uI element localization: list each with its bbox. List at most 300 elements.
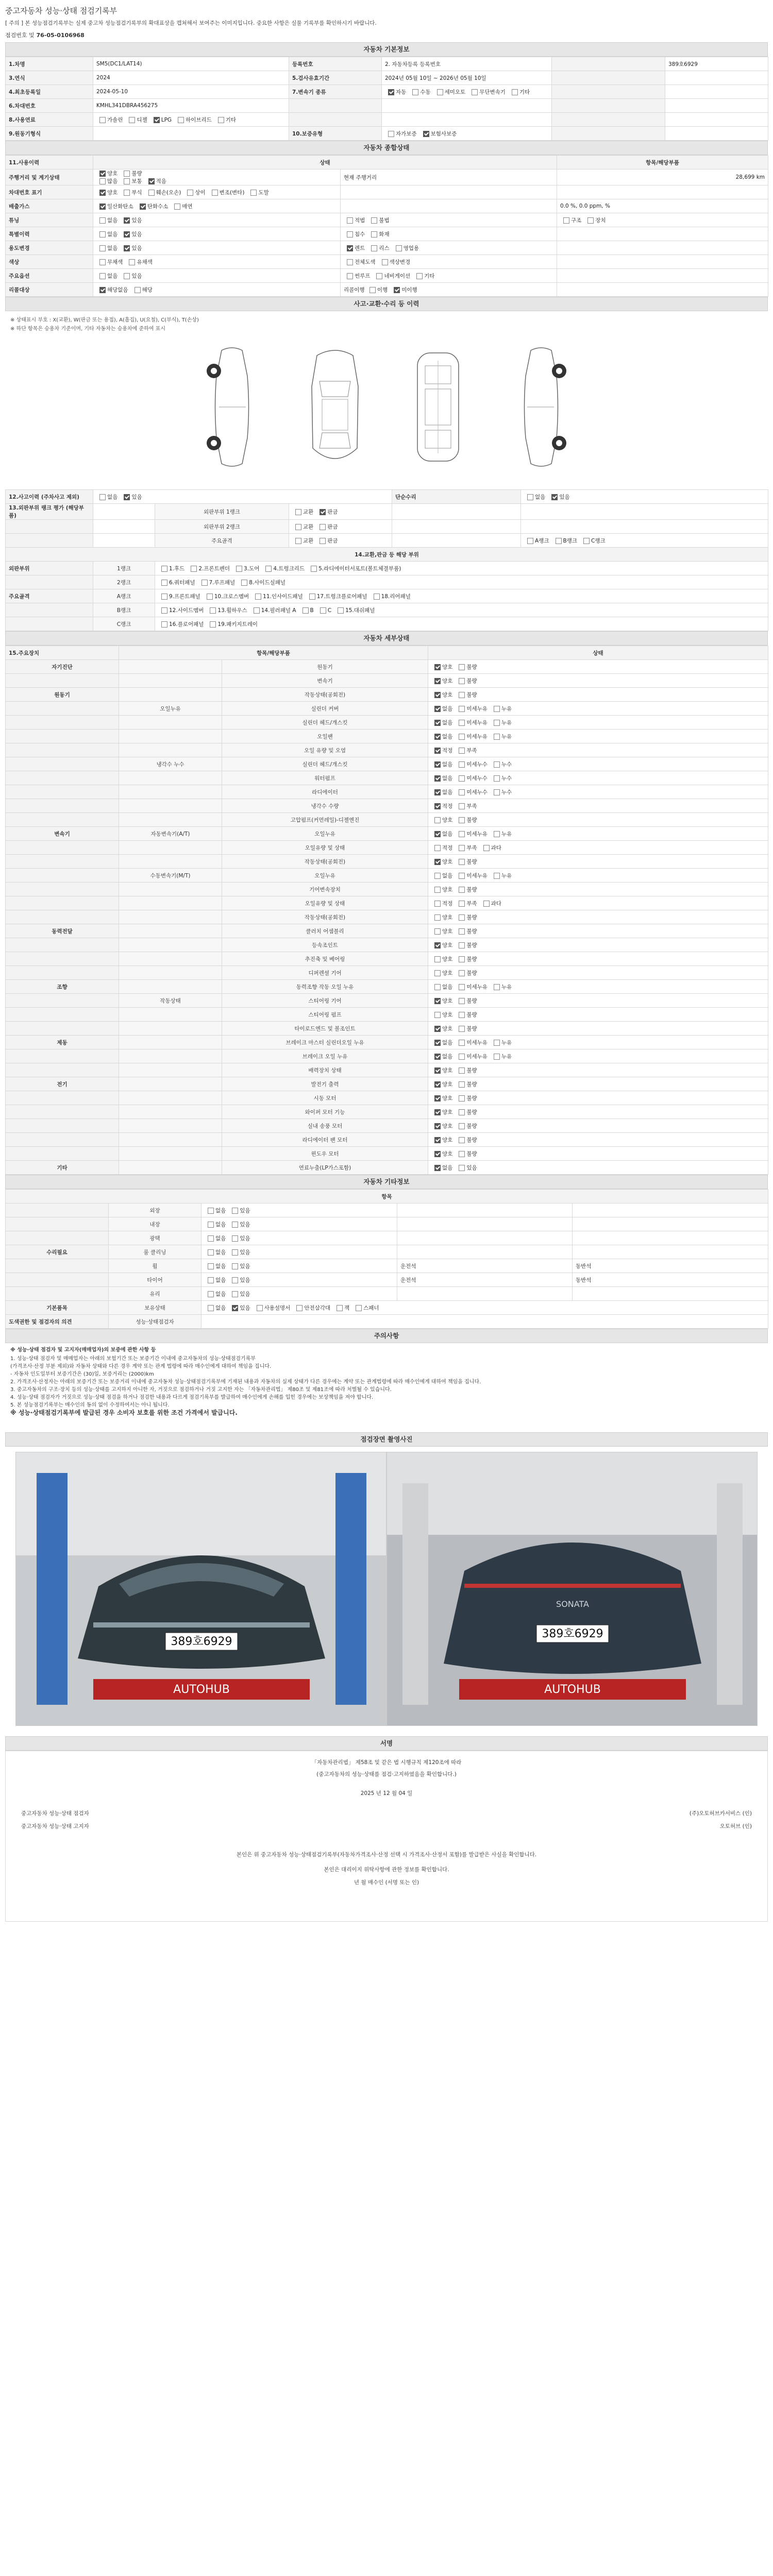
detail-option[interactable]	[431, 1150, 452, 1158]
part-option[interactable]	[233, 565, 259, 572]
rank-option[interactable]	[552, 537, 578, 545]
checkbox-icon[interactable]	[434, 1109, 441, 1115]
checkbox-icon[interactable]	[338, 607, 344, 614]
checkbox-icon[interactable]	[494, 789, 500, 795]
transmission-option[interactable]	[468, 88, 506, 96]
checkbox-icon[interactable]	[124, 217, 130, 224]
checkbox-icon[interactable]	[459, 789, 465, 795]
other-option[interactable]	[205, 1290, 226, 1298]
checkbox-icon[interactable]	[161, 607, 167, 614]
detail-option[interactable]	[456, 705, 488, 713]
checkbox-icon[interactable]	[434, 1012, 441, 1018]
part-option[interactable]	[250, 606, 296, 614]
overview-option[interactable]	[344, 272, 370, 280]
detail-option[interactable]	[491, 760, 512, 768]
checkbox-icon[interactable]	[99, 190, 106, 196]
checkbox-icon[interactable]	[459, 817, 465, 823]
checkbox-icon[interactable]	[434, 1026, 441, 1032]
fuel-option[interactable]	[215, 116, 236, 124]
checkbox-icon[interactable]	[434, 970, 441, 976]
overview-option[interactable]	[184, 189, 205, 196]
checkbox-icon[interactable]	[434, 1095, 441, 1101]
rank-option[interactable]	[316, 537, 338, 545]
checkbox-icon[interactable]	[388, 131, 394, 137]
checkbox-icon[interactable]	[434, 998, 441, 1004]
checkbox-icon[interactable]	[483, 901, 490, 907]
detail-option[interactable]	[431, 1053, 452, 1060]
checkbox-icon[interactable]	[527, 538, 533, 544]
checkbox-icon[interactable]	[412, 89, 418, 95]
part-option[interactable]	[198, 579, 236, 586]
overview-option[interactable]	[560, 216, 581, 224]
checkbox-icon[interactable]	[434, 942, 441, 948]
detail-option[interactable]	[431, 774, 452, 782]
overview-option[interactable]	[344, 230, 365, 238]
checkbox-icon[interactable]	[161, 580, 167, 586]
detail-option[interactable]	[456, 886, 477, 893]
part-option[interactable]	[158, 579, 195, 586]
overview-option[interactable]	[121, 189, 142, 196]
checkbox-icon[interactable]	[459, 1040, 465, 1046]
checkbox-icon[interactable]	[459, 1095, 465, 1101]
detail-option[interactable]	[431, 858, 452, 866]
detail-option[interactable]	[456, 733, 488, 740]
checkbox-icon[interactable]	[347, 259, 353, 265]
part-option[interactable]	[238, 579, 285, 586]
detail-option[interactable]	[431, 1164, 452, 1172]
rank-option[interactable]	[524, 537, 549, 545]
checkbox-icon[interactable]	[129, 259, 135, 265]
checkbox-icon[interactable]	[161, 594, 167, 600]
detail-option[interactable]	[456, 1136, 477, 1144]
checkbox-icon[interactable]	[459, 1067, 465, 1074]
checkbox-icon[interactable]	[434, 775, 441, 782]
checkbox-icon[interactable]	[434, 1165, 441, 1171]
checkbox-icon[interactable]	[232, 1263, 238, 1269]
checkbox-icon[interactable]	[295, 509, 301, 515]
detail-option[interactable]	[431, 760, 452, 768]
overview-option[interactable]	[344, 244, 365, 252]
checkbox-icon[interactable]	[459, 887, 465, 893]
checkbox-icon[interactable]	[337, 1305, 343, 1311]
checkbox-icon[interactable]	[459, 956, 465, 962]
checkbox-icon[interactable]	[434, 1054, 441, 1060]
checkbox-icon[interactable]	[459, 859, 465, 865]
detail-option[interactable]	[491, 1053, 512, 1060]
warranty-option[interactable]	[385, 130, 417, 138]
checkbox-icon[interactable]	[459, 1123, 465, 1129]
overview-option[interactable]	[96, 216, 117, 224]
checkbox-icon[interactable]	[434, 901, 441, 907]
detail-option[interactable]	[456, 1025, 477, 1032]
detail-option[interactable]	[456, 1122, 477, 1130]
overview-option[interactable]	[171, 202, 192, 210]
checkbox-icon[interactable]	[494, 1054, 500, 1060]
checkbox-icon[interactable]	[434, 678, 441, 684]
checkbox-icon[interactable]	[124, 494, 130, 500]
checkbox-icon[interactable]	[459, 1012, 465, 1018]
detail-option[interactable]	[431, 705, 452, 713]
checkbox-icon[interactable]	[459, 984, 465, 990]
detail-option[interactable]	[456, 969, 477, 977]
overview-option[interactable]	[96, 272, 117, 280]
checkbox-icon[interactable]	[434, 928, 441, 935]
detail-option[interactable]	[431, 969, 452, 977]
overview-option[interactable]	[121, 244, 142, 252]
rank-option[interactable]	[580, 537, 606, 545]
detail-option[interactable]	[431, 872, 452, 879]
checkbox-icon[interactable]	[371, 231, 377, 238]
part-option[interactable]	[158, 606, 204, 614]
checkbox-icon[interactable]	[369, 287, 376, 293]
detail-option[interactable]	[431, 1039, 452, 1046]
detail-option[interactable]	[456, 774, 488, 782]
rank-option[interactable]	[292, 523, 313, 531]
part-option[interactable]	[262, 565, 305, 572]
detail-option[interactable]	[491, 830, 512, 838]
detail-option[interactable]	[431, 900, 452, 907]
basic-item-option[interactable]	[293, 1304, 330, 1312]
checkbox-icon[interactable]	[320, 509, 326, 515]
checkbox-icon[interactable]	[434, 914, 441, 921]
checkbox-icon[interactable]	[99, 273, 106, 279]
checkbox-icon[interactable]	[434, 1081, 441, 1088]
checkbox-icon[interactable]	[191, 566, 197, 572]
checkbox-icon[interactable]	[434, 706, 441, 712]
checkbox-icon[interactable]	[434, 1123, 441, 1129]
basic-item-option[interactable]	[205, 1304, 226, 1312]
checkbox-icon[interactable]	[459, 1137, 465, 1143]
checkbox-icon[interactable]	[208, 1291, 214, 1297]
part-option[interactable]	[158, 565, 184, 572]
overview-option[interactable]	[121, 177, 142, 185]
checkbox-icon[interactable]	[187, 190, 193, 196]
part-option[interactable]	[308, 565, 401, 572]
overview-option[interactable]	[145, 189, 181, 196]
checkbox-icon[interactable]	[434, 1137, 441, 1143]
checkbox-icon[interactable]	[347, 245, 353, 251]
checkbox-icon[interactable]	[255, 594, 261, 600]
part-option[interactable]	[188, 565, 230, 572]
checkbox-icon[interactable]	[437, 89, 443, 95]
checkbox-icon[interactable]	[320, 538, 326, 544]
detail-option[interactable]	[456, 955, 477, 963]
checkbox-icon[interactable]	[99, 287, 106, 293]
checkbox-icon[interactable]	[494, 775, 500, 782]
basic-item-option[interactable]	[254, 1304, 291, 1312]
checkbox-icon[interactable]	[512, 89, 518, 95]
checkbox-icon[interactable]	[434, 859, 441, 865]
part-option[interactable]	[317, 607, 331, 614]
checkbox-icon[interactable]	[99, 494, 106, 500]
overview-option[interactable]	[393, 244, 419, 252]
checkbox-icon[interactable]	[232, 1235, 238, 1242]
transmission-option[interactable]	[409, 88, 430, 96]
checkbox-icon[interactable]	[99, 171, 106, 177]
detail-option[interactable]	[456, 1150, 477, 1158]
overview-option[interactable]	[366, 286, 388, 294]
checkbox-icon[interactable]	[236, 566, 242, 572]
simple-repair-option[interactable]	[548, 493, 569, 501]
checkbox-icon[interactable]	[174, 204, 180, 210]
overview-option[interactable]	[368, 230, 389, 238]
checkbox-icon[interactable]	[459, 928, 465, 935]
basic-item-option[interactable]	[229, 1304, 250, 1312]
checkbox-icon[interactable]	[434, 817, 441, 823]
accident-option[interactable]	[121, 493, 142, 501]
part-option[interactable]	[158, 620, 204, 628]
overview-option[interactable]	[96, 189, 117, 196]
checkbox-icon[interactable]	[459, 1054, 465, 1060]
detail-option[interactable]	[456, 691, 477, 699]
overview-option[interactable]	[368, 244, 389, 252]
checkbox-icon[interactable]	[295, 524, 301, 530]
detail-option[interactable]	[491, 1039, 512, 1046]
overview-option[interactable]	[96, 286, 128, 294]
detail-option[interactable]	[431, 733, 452, 740]
overview-option[interactable]	[121, 272, 142, 280]
rank-option[interactable]	[292, 508, 313, 516]
basic-item-option[interactable]	[333, 1304, 349, 1312]
other-option[interactable]	[205, 1276, 226, 1284]
checkbox-icon[interactable]	[382, 259, 388, 265]
checkbox-icon[interactable]	[459, 761, 465, 768]
detail-option[interactable]	[456, 816, 477, 824]
part-option[interactable]	[306, 592, 367, 600]
checkbox-icon[interactable]	[434, 1067, 441, 1074]
checkbox-icon[interactable]	[99, 245, 106, 251]
detail-option[interactable]	[431, 997, 452, 1005]
checkbox-icon[interactable]	[208, 1263, 214, 1269]
checkbox-icon[interactable]	[459, 1165, 465, 1171]
rank-option[interactable]	[316, 523, 338, 531]
other-option[interactable]	[205, 1234, 226, 1242]
checkbox-icon[interactable]	[434, 789, 441, 795]
checkbox-icon[interactable]	[208, 1222, 214, 1228]
checkbox-icon[interactable]	[201, 580, 208, 586]
checkbox-icon[interactable]	[309, 594, 315, 600]
checkbox-icon[interactable]	[161, 621, 167, 628]
checkbox-icon[interactable]	[232, 1291, 238, 1297]
other-option[interactable]	[205, 1248, 226, 1256]
detail-option[interactable]	[456, 844, 477, 852]
checkbox-icon[interactable]	[311, 566, 317, 572]
checkbox-icon[interactable]	[459, 748, 465, 754]
overview-option[interactable]	[391, 286, 417, 294]
checkbox-icon[interactable]	[396, 245, 402, 251]
part-option[interactable]	[158, 592, 200, 600]
checkbox-icon[interactable]	[434, 664, 441, 670]
basic-item-option[interactable]	[352, 1304, 379, 1312]
checkbox-icon[interactable]	[320, 524, 326, 530]
detail-option[interactable]	[431, 1108, 452, 1116]
checkbox-icon[interactable]	[303, 607, 309, 614]
checkbox-icon[interactable]	[208, 1235, 214, 1242]
detail-option[interactable]	[431, 927, 452, 935]
checkbox-icon[interactable]	[494, 706, 500, 712]
checkbox-icon[interactable]	[296, 1305, 303, 1311]
overview-option[interactable]	[131, 286, 153, 294]
checkbox-icon[interactable]	[250, 190, 257, 196]
checkbox-icon[interactable]	[434, 720, 441, 726]
checkbox-icon[interactable]	[494, 734, 500, 740]
checkbox-icon[interactable]	[124, 178, 130, 184]
overview-option[interactable]	[137, 202, 169, 210]
warranty-option[interactable]	[420, 130, 457, 138]
checkbox-icon[interactable]	[124, 245, 130, 251]
checkbox-icon[interactable]	[232, 1208, 238, 1214]
checkbox-icon[interactable]	[161, 566, 167, 572]
checkbox-icon[interactable]	[459, 873, 465, 879]
overview-option[interactable]	[96, 230, 117, 238]
checkbox-icon[interactable]	[320, 607, 326, 614]
checkbox-icon[interactable]	[434, 845, 441, 851]
overview-option[interactable]	[368, 216, 389, 224]
checkbox-icon[interactable]	[254, 607, 260, 614]
checkbox-icon[interactable]	[459, 998, 465, 1004]
checkbox-icon[interactable]	[356, 1305, 362, 1311]
checkbox-icon[interactable]	[494, 720, 500, 726]
checkbox-icon[interactable]	[459, 831, 465, 837]
part-option[interactable]	[371, 592, 411, 600]
checkbox-icon[interactable]	[459, 1151, 465, 1157]
checkbox-icon[interactable]	[483, 845, 490, 851]
overview-option[interactable]	[413, 272, 434, 280]
fuel-option[interactable]	[96, 116, 123, 124]
checkbox-icon[interactable]	[388, 89, 394, 95]
detail-option[interactable]	[456, 1039, 488, 1046]
overview-option[interactable]	[96, 202, 133, 210]
detail-option[interactable]	[456, 788, 488, 796]
detail-option[interactable]	[456, 1066, 477, 1074]
other-option[interactable]	[205, 1221, 226, 1228]
detail-option[interactable]	[431, 844, 452, 852]
checkbox-icon[interactable]	[241, 580, 247, 586]
overview-option[interactable]	[584, 216, 606, 224]
checkbox-icon[interactable]	[459, 803, 465, 809]
detail-option[interactable]	[456, 677, 477, 685]
part-option[interactable]	[299, 607, 314, 614]
checkbox-icon[interactable]	[459, 720, 465, 726]
checkbox-icon[interactable]	[232, 1277, 238, 1283]
fuel-option[interactable]	[150, 117, 172, 123]
overview-option[interactable]	[121, 230, 142, 238]
checkbox-icon[interactable]	[416, 273, 423, 279]
checkbox-icon[interactable]	[232, 1222, 238, 1228]
detail-option[interactable]	[456, 1094, 477, 1102]
checkbox-icon[interactable]	[347, 231, 353, 238]
checkbox-icon[interactable]	[434, 734, 441, 740]
fuel-option[interactable]	[126, 116, 147, 124]
checkbox-icon[interactable]	[494, 984, 500, 990]
detail-option[interactable]	[491, 705, 512, 713]
detail-option[interactable]	[456, 900, 477, 907]
checkbox-icon[interactable]	[434, 887, 441, 893]
detail-option[interactable]	[456, 663, 477, 671]
detail-option[interactable]	[491, 719, 512, 726]
checkbox-icon[interactable]	[129, 117, 135, 123]
other-option[interactable]	[205, 1207, 226, 1214]
detail-option[interactable]	[456, 872, 488, 879]
checkbox-icon[interactable]	[208, 1249, 214, 1256]
checkbox-icon[interactable]	[459, 1081, 465, 1088]
detail-option[interactable]	[456, 719, 488, 726]
checkbox-icon[interactable]	[434, 1040, 441, 1046]
checkbox-icon[interactable]	[587, 217, 594, 224]
other-option[interactable]	[229, 1234, 250, 1242]
checkbox-icon[interactable]	[218, 117, 224, 123]
detail-option[interactable]	[456, 858, 477, 866]
detail-option[interactable]	[456, 913, 477, 921]
checkbox-icon[interactable]	[434, 1151, 441, 1157]
checkbox-icon[interactable]	[140, 204, 146, 210]
checkbox-icon[interactable]	[99, 204, 106, 210]
checkbox-icon[interactable]	[99, 178, 106, 184]
detail-option[interactable]	[431, 1066, 452, 1074]
checkbox-icon[interactable]	[371, 217, 377, 224]
detail-option[interactable]	[431, 788, 452, 796]
checkbox-icon[interactable]	[148, 178, 155, 184]
transmission-option[interactable]	[385, 88, 406, 96]
other-option[interactable]	[229, 1248, 250, 1256]
checkbox-icon[interactable]	[99, 231, 106, 238]
rank-option[interactable]	[316, 508, 338, 516]
detail-option[interactable]	[456, 1164, 477, 1172]
checkbox-icon[interactable]	[347, 273, 353, 279]
detail-option[interactable]	[431, 983, 452, 991]
rank-option[interactable]	[292, 537, 313, 545]
detail-option[interactable]	[431, 747, 452, 754]
checkbox-icon[interactable]	[99, 259, 106, 265]
other-option[interactable]	[205, 1262, 226, 1270]
checkbox-icon[interactable]	[494, 1040, 500, 1046]
checkbox-icon[interactable]	[210, 621, 216, 628]
overview-option[interactable]	[209, 189, 245, 196]
checkbox-icon[interactable]	[208, 1208, 214, 1214]
checkbox-icon[interactable]	[124, 231, 130, 238]
checkbox-icon[interactable]	[459, 775, 465, 782]
checkbox-icon[interactable]	[434, 692, 441, 698]
detail-option[interactable]	[431, 913, 452, 921]
overview-option[interactable]	[121, 216, 142, 224]
detail-option[interactable]	[456, 1080, 477, 1088]
checkbox-icon[interactable]	[124, 171, 130, 177]
overview-option[interactable]	[145, 177, 166, 185]
checkbox-icon[interactable]	[459, 1109, 465, 1115]
checkbox-icon[interactable]	[178, 117, 184, 123]
detail-option[interactable]	[456, 997, 477, 1005]
part-option[interactable]	[207, 620, 258, 628]
checkbox-icon[interactable]	[208, 1277, 214, 1283]
detail-option[interactable]	[491, 872, 512, 879]
checkbox-icon[interactable]	[434, 831, 441, 837]
overview-option[interactable]	[247, 189, 268, 196]
overview-option[interactable]	[379, 258, 411, 266]
checkbox-icon[interactable]	[212, 190, 218, 196]
detail-option[interactable]	[431, 886, 452, 893]
part-option[interactable]	[204, 592, 249, 600]
detail-option[interactable]	[491, 733, 512, 740]
other-option[interactable]	[229, 1290, 250, 1298]
checkbox-icon[interactable]	[135, 287, 141, 293]
detail-option[interactable]	[456, 927, 477, 935]
checkbox-icon[interactable]	[434, 803, 441, 809]
overview-option[interactable]	[344, 258, 376, 266]
detail-option[interactable]	[431, 802, 452, 810]
overview-option[interactable]	[373, 272, 410, 280]
checkbox-icon[interactable]	[551, 494, 558, 500]
overview-option[interactable]	[96, 244, 117, 252]
